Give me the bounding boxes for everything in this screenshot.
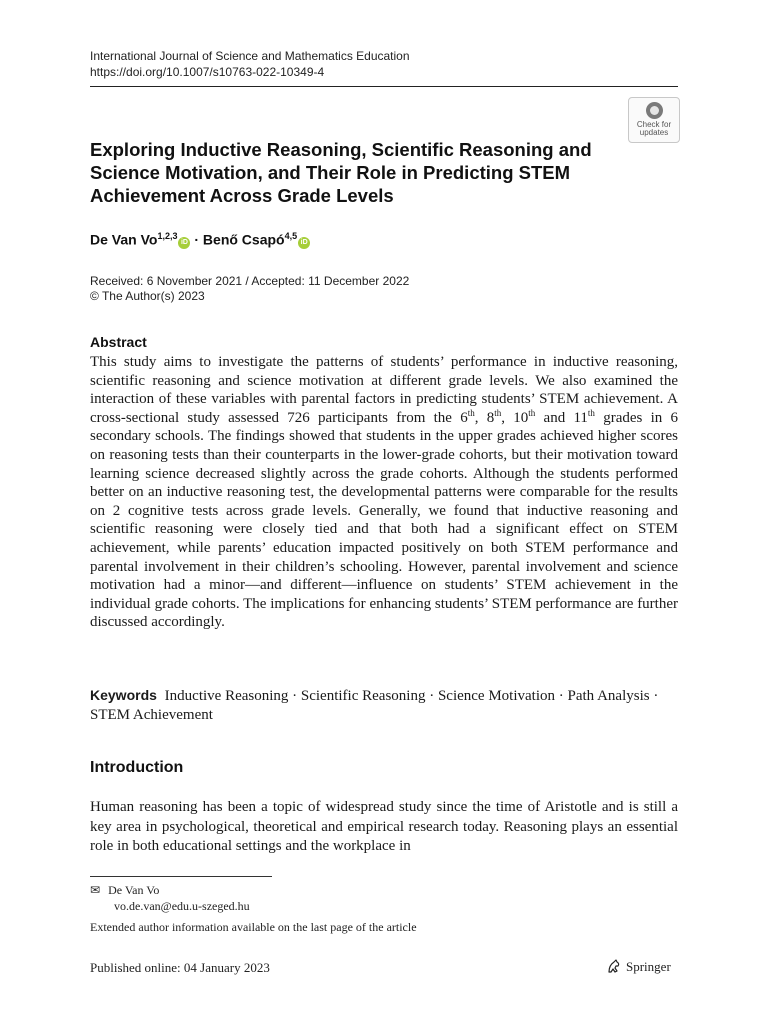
abstract-text-segment: , 10 bbox=[501, 409, 529, 426]
publisher-logo bbox=[606, 958, 671, 978]
ordinal-suffix: th bbox=[467, 407, 475, 418]
abstract-text-segment: grades in 6 secondary schools. The findings showed that students in the upper grades achieved higher scores on reasoning tests than their counterparts in the lower-grade cohorts, but their motivation toward learning science decreased slightly across the grade cohorts. Although the students performed better on an inductive reasoning test, the developmental patterns were comparable for the results on 2 cognitive tests across grade levels. Generally, we found that inductive reasoning and scientific reasoning were closely tied and that both had a significant effect on STEM achievement, while parents’ education impacted positively on both STEM performance and parental involvement in their children’s schooling. However, parental involvement and science motivation had a minor—and different—influence on students’ STEM achievement in the individual grade cohorts. The implications for enhancing students’ STEM performance are further discussed accordingly. bbox=[90, 409, 679, 631]
article-dates bbox=[90, 274, 409, 304]
keywords-label: Keywords bbox=[90, 687, 157, 703]
badge-line-1: Check for bbox=[636, 120, 672, 129]
orcid-icon[interactable]: iD bbox=[298, 237, 310, 249]
orcid-icon[interactable]: iD bbox=[178, 237, 190, 249]
check-for-updates-badge[interactable] bbox=[628, 97, 680, 143]
article-title: Exploring Inductive Reasoning, Scientific Reasoning and Science Motivation, and Their Role in Predicting STEM Achievement Across Grade Levels bbox=[90, 139, 592, 206]
author-name[interactable]: De Van Vo bbox=[90, 231, 158, 248]
abstract-body bbox=[90, 353, 678, 632]
author-name[interactable]: Benő Csapó bbox=[202, 231, 285, 248]
ordinal-suffix: th bbox=[528, 407, 536, 418]
ordinal-suffix: th bbox=[587, 407, 595, 418]
author-affiliation: 4,5 bbox=[284, 231, 298, 241]
journal-header bbox=[90, 48, 410, 80]
introduction-body: Human reasoning has been a topic of widespread study since the time of Aristotle and is still a key area in psychological, theoretical and empirical research today. Reasoning plays an essential role in both educational settings and the workplace in bbox=[90, 799, 678, 854]
copyright-notice: © The Author(s) 2023 bbox=[90, 289, 205, 303]
author-list bbox=[90, 231, 310, 249]
springer-horse-icon bbox=[606, 958, 622, 978]
abstract-text-segment: This study aims to investigate the patterns of students’ performance in inductive reasoning, scientific reasoning and science motivation at different grade levels. We also examined the interaction of these variables with parental factors in predicting students’ STEM achievement. A cross-sectional study assessed 726 participants from the 6 bbox=[90, 354, 678, 426]
doi-link[interactable]: https://doi.org/10.1007/s10763-022-10349-4 bbox=[90, 65, 325, 79]
introduction-heading: Introduction bbox=[90, 759, 184, 776]
ordinal-suffix: th bbox=[494, 407, 502, 418]
corresponding-author-name: De Van Vo bbox=[108, 883, 160, 897]
publisher-name: Springer bbox=[626, 959, 671, 974]
header-divider bbox=[90, 86, 678, 87]
published-online-date: Published online: 04 January 2023 bbox=[90, 960, 270, 975]
footnote-divider bbox=[90, 876, 272, 877]
abstract-heading: Abstract bbox=[90, 334, 147, 350]
journal-name: International Journal of Science and Mathematics Education bbox=[90, 49, 410, 63]
extended-author-info: Extended author information available on the last page of the article bbox=[90, 920, 417, 934]
abstract-text-segment: , 8 bbox=[474, 409, 495, 426]
keywords-section bbox=[90, 686, 678, 724]
envelope-icon: ✉ bbox=[90, 883, 101, 897]
received-accepted-dates: Received: 6 November 2021 / Accepted: 11 December 2022 bbox=[90, 274, 410, 288]
author-separator: · bbox=[194, 231, 200, 248]
crossmark-icon bbox=[646, 102, 663, 119]
abstract-text-segment: and 11 bbox=[535, 409, 588, 426]
badge-line-2: updates bbox=[639, 128, 669, 137]
author-affiliation: 1,2,3 bbox=[157, 231, 178, 241]
corresponding-author-email[interactable]: vo.de.van@edu.u-szeged.hu bbox=[114, 899, 250, 913]
corresponding-author bbox=[90, 882, 250, 914]
keywords-list: Inductive Reasoning · Scientific Reasoning · Science Motivation · Path Analysis · STEM Achievement bbox=[90, 688, 659, 723]
